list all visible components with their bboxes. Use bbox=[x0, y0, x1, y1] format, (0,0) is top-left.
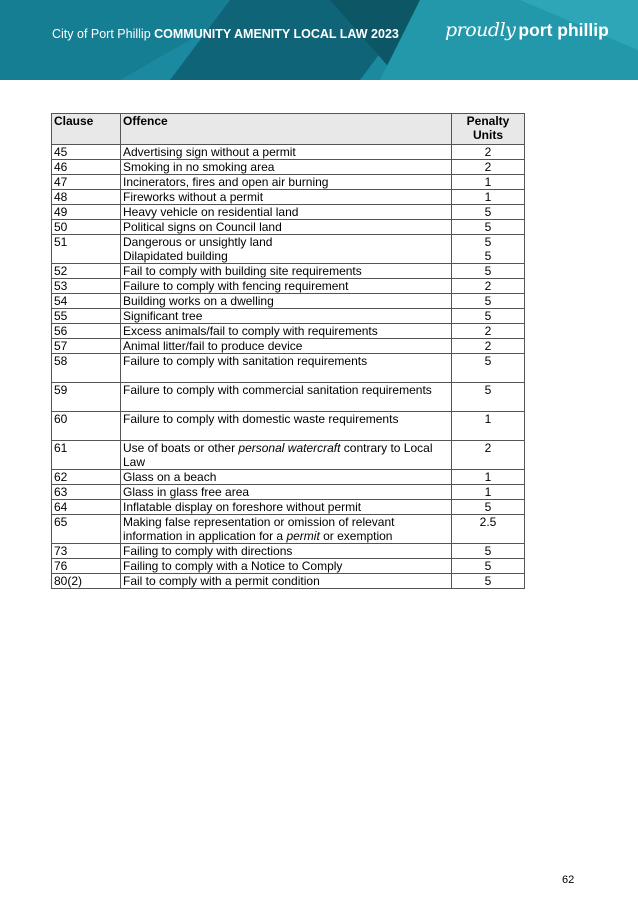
offence-cell bbox=[121, 205, 452, 220]
offence-cell bbox=[121, 279, 452, 294]
penalty-cell bbox=[452, 190, 525, 205]
penalty-cell bbox=[452, 500, 525, 515]
clause-cell: 55 bbox=[52, 309, 121, 324]
clause-cell: 62 bbox=[52, 470, 121, 485]
offence-cell: Use of boats or other personal watercraft contrary to Local Law bbox=[121, 441, 452, 470]
header-title bbox=[52, 27, 399, 41]
offence-cell bbox=[121, 339, 452, 354]
penalty-value: 5 bbox=[484, 354, 492, 368]
penalty-header-line1: Penalty bbox=[466, 114, 510, 128]
clause-cell: 63 bbox=[52, 485, 121, 500]
table-row bbox=[52, 383, 525, 412]
offence-line: Political signs on Council land bbox=[123, 220, 282, 234]
header-law-title: COMMUNITY AMENITY LOCAL LAW 2023 bbox=[154, 27, 399, 41]
table-row bbox=[52, 205, 525, 220]
clause-cell: 64 bbox=[52, 500, 121, 515]
penalty-cell bbox=[452, 412, 525, 441]
offence-cell bbox=[121, 574, 452, 589]
offence-line: Animal litter/fail to produce device bbox=[123, 339, 303, 353]
offence-cell bbox=[121, 145, 452, 160]
clause-cell: 56 bbox=[52, 324, 121, 339]
penalty-value: 5 bbox=[484, 309, 492, 323]
offence-line: Glass in glass free area bbox=[123, 485, 250, 499]
penalty-value: 2 bbox=[484, 324, 492, 338]
penalty-value: 5 bbox=[484, 220, 492, 234]
offence-cell bbox=[121, 412, 452, 441]
penalty-value: 5 bbox=[484, 383, 492, 397]
offence-cell bbox=[121, 544, 452, 559]
penalty-value: 2 bbox=[484, 339, 492, 353]
offence-line: Incinerators, fires and open air burning bbox=[123, 175, 329, 189]
offence-cell bbox=[121, 500, 452, 515]
offence-line: Glass on a beach bbox=[123, 470, 217, 484]
offence-cell bbox=[121, 470, 452, 485]
clause-cell: 65 bbox=[52, 515, 121, 544]
penalty-value: 5 bbox=[484, 235, 492, 249]
penalty-value: 5 bbox=[484, 500, 492, 514]
offence-line: Advertising sign without a permit bbox=[123, 145, 296, 159]
column-header-penalty-units bbox=[452, 114, 525, 145]
table-row bbox=[52, 145, 525, 160]
table-row bbox=[52, 190, 525, 205]
penalty-cell bbox=[452, 441, 525, 470]
column-header-clause: Clause bbox=[52, 114, 121, 145]
offence-cell bbox=[121, 485, 452, 500]
penalty-cell bbox=[452, 574, 525, 589]
table-row bbox=[52, 470, 525, 485]
penalty-cell bbox=[452, 309, 525, 324]
offence-cell bbox=[121, 309, 452, 324]
penalty-cell bbox=[452, 160, 525, 175]
table-row bbox=[52, 294, 525, 309]
table-row bbox=[52, 574, 525, 589]
penalty-value: 2 bbox=[484, 160, 492, 174]
proudly-port-phillip-logo bbox=[445, 19, 609, 41]
offence-line: Smoking in no smoking area bbox=[123, 160, 275, 174]
penalty-value: 1 bbox=[484, 175, 492, 189]
table-row bbox=[52, 354, 525, 383]
clause-cell: 49 bbox=[52, 205, 121, 220]
table-row bbox=[52, 160, 525, 175]
clause-cell: 76 bbox=[52, 559, 121, 574]
clause-cell: 54 bbox=[52, 294, 121, 309]
penalty-cell bbox=[452, 354, 525, 383]
table-row bbox=[52, 175, 525, 190]
table-row bbox=[52, 544, 525, 559]
penalty-cell bbox=[452, 235, 525, 264]
offence-line: Heavy vehicle on residential land bbox=[123, 205, 299, 219]
table-row bbox=[52, 441, 525, 470]
logo-script-text: proudly bbox=[445, 19, 516, 41]
penalty-value: 5 bbox=[484, 544, 492, 558]
offence-line: Excess animals/fail to comply with requirements bbox=[123, 324, 378, 338]
table-row bbox=[52, 279, 525, 294]
penalty-table bbox=[51, 113, 525, 589]
offence-cell bbox=[121, 383, 452, 412]
penalty-cell bbox=[452, 279, 525, 294]
penalty-value: 2 bbox=[484, 145, 492, 159]
penalty-value: 2 bbox=[484, 279, 492, 293]
offence-line: Dangerous or unsightly land bbox=[123, 235, 273, 249]
table-row bbox=[52, 412, 525, 441]
table-row bbox=[52, 485, 525, 500]
penalty-value: 5 bbox=[484, 249, 492, 263]
table-row bbox=[52, 559, 525, 574]
table-header-row bbox=[52, 114, 525, 145]
offence-line: Failure to comply with fencing requirement bbox=[123, 279, 349, 293]
clause-cell: 57 bbox=[52, 339, 121, 354]
table-row bbox=[52, 309, 525, 324]
offence-cell bbox=[121, 559, 452, 574]
page-header bbox=[0, 0, 638, 80]
clause-cell: 58 bbox=[52, 354, 121, 383]
clause-cell: 51 bbox=[52, 235, 121, 264]
penalty-cell bbox=[452, 145, 525, 160]
offence-cell bbox=[121, 324, 452, 339]
offence-cell: Making false representation or omission of relevant information in application for a permit or exemption bbox=[121, 515, 452, 544]
penalty-value: 5 bbox=[484, 574, 492, 588]
clause-cell: 73 bbox=[52, 544, 121, 559]
offence-cell bbox=[121, 235, 452, 264]
page-number: 62 bbox=[562, 874, 575, 886]
offence-cell bbox=[121, 354, 452, 383]
logo-brand-text: port phillip bbox=[518, 20, 609, 40]
clause-cell: 45 bbox=[52, 145, 121, 160]
clause-cell: 53 bbox=[52, 279, 121, 294]
offence-cell bbox=[121, 220, 452, 235]
clause-cell: 52 bbox=[52, 264, 121, 279]
offence-line: Fail to comply with building site requirements bbox=[123, 264, 362, 278]
offence-line: Fail to comply with a permit condition bbox=[123, 574, 320, 588]
clause-cell: 80(2) bbox=[52, 574, 121, 589]
penalty-cell bbox=[452, 264, 525, 279]
header-city: City of Port Phillip bbox=[52, 27, 151, 41]
penalty-value: 2 bbox=[484, 441, 492, 455]
clause-cell: 47 bbox=[52, 175, 121, 190]
penalty-value: 5 bbox=[484, 559, 492, 573]
offence-line: Significant tree bbox=[123, 309, 203, 323]
offence-cell bbox=[121, 160, 452, 175]
clause-cell: 61 bbox=[52, 441, 121, 470]
table-row bbox=[52, 500, 525, 515]
penalty-cell bbox=[452, 205, 525, 220]
clause-cell: 59 bbox=[52, 383, 121, 412]
clause-cell: 50 bbox=[52, 220, 121, 235]
penalty-cell bbox=[452, 339, 525, 354]
offence-line: Failure to comply with commercial sanitation requirements bbox=[123, 383, 432, 397]
table-row bbox=[52, 324, 525, 339]
penalty-header-line2: Units bbox=[473, 128, 503, 142]
offence-line: Failing to comply with directions bbox=[123, 544, 293, 558]
table-row bbox=[52, 235, 525, 264]
penalty-value: 5 bbox=[484, 264, 492, 278]
offence-line: Failure to comply with sanitation requirements bbox=[123, 354, 368, 368]
offence-line: Fireworks without a permit bbox=[123, 190, 264, 204]
penalty-cell bbox=[452, 559, 525, 574]
table-row bbox=[52, 264, 525, 279]
offence-line: Failing to comply with a Notice to Comply bbox=[123, 559, 343, 573]
penalty-cell bbox=[452, 324, 525, 339]
offence-cell bbox=[121, 294, 452, 309]
penalty-value: 1 bbox=[484, 470, 492, 484]
offence-cell bbox=[121, 175, 452, 190]
table-row bbox=[52, 515, 525, 544]
penalty-value: 1 bbox=[484, 485, 492, 499]
offence-line: Dilapidated building bbox=[123, 249, 228, 263]
table-row bbox=[52, 220, 525, 235]
offence-line: Failure to comply with domestic waste requirements bbox=[123, 412, 399, 426]
clause-cell: 48 bbox=[52, 190, 121, 205]
penalty-cell bbox=[452, 544, 525, 559]
penalty-value: 2.5 bbox=[479, 515, 497, 529]
penalty-cell bbox=[452, 383, 525, 412]
penalty-cell bbox=[452, 470, 525, 485]
penalty-cell bbox=[452, 175, 525, 190]
offence-line: Building works on a dwelling bbox=[123, 294, 274, 308]
penalty-value: 5 bbox=[484, 205, 492, 219]
offence-cell bbox=[121, 264, 452, 279]
table-row bbox=[52, 339, 525, 354]
penalty-cell bbox=[452, 515, 525, 544]
penalty-value: 1 bbox=[484, 190, 492, 204]
penalty-value: 5 bbox=[484, 294, 492, 308]
column-header-offence: Offence bbox=[121, 114, 452, 145]
offence-line: Inflatable display on foreshore without permit bbox=[123, 500, 362, 514]
penalty-cell bbox=[452, 294, 525, 309]
penalty-value: 1 bbox=[484, 412, 492, 426]
clause-cell: 60 bbox=[52, 412, 121, 441]
clause-cell: 46 bbox=[52, 160, 121, 175]
offence-cell bbox=[121, 190, 452, 205]
penalty-cell bbox=[452, 485, 525, 500]
penalty-cell bbox=[452, 220, 525, 235]
